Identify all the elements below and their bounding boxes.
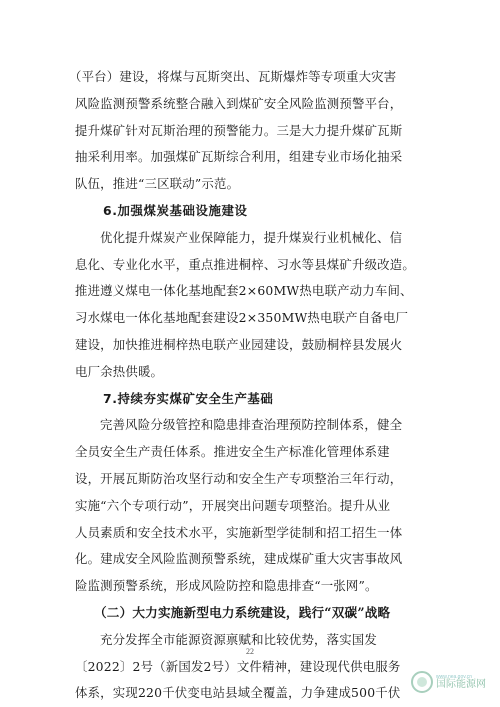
paragraph-line: 队伍，推进“三区联动”示范。 [75,176,240,192]
paragraph-line: 息化、专业化水平，重点推进桐梓、习水等县煤矿升级改造。 [75,256,415,272]
page-number: 22 [246,647,254,656]
paragraph-line: 习水煤电一体化基地配套建设2×350MW热电联产自备电厂 [75,310,409,326]
subsection-title: （二）大力实施新型电力系统建设，践行“双碳”战略 [94,604,391,620]
watermark-name: 国际能源网 [436,678,486,690]
paragraph-line: 完善风险分级管控和隐患排查治理预防控制体系，健全 [100,417,403,433]
paragraph-line: （平台）建设，将煤与瓦斯突出、瓦斯爆炸等专项重大灾害 [69,69,397,84]
paragraph-line: 人员素质和安全技术水平，实施新型学徒制和招工招生一体 [75,524,403,540]
paragraph-line: 设，开展瓦斯防治攻坚行动和安全生产专项整治三年行动， [75,470,403,486]
paragraph-line: 〔2022〕2号（新国发2号）文件精神，建设现代供电服务 [75,658,401,674]
paragraph-line: 建设，加快推进桐梓热电联产业园建设，鼓励桐梓县发展火 [75,336,403,352]
section-heading-6: 6.加强煤炭基础设施建设 [103,202,248,218]
paragraph-line: 充分发挥全市能源资源禀赋和比较优势，落实国发 [100,631,377,647]
paragraph-line: 化。建成安全风险监测预警系统，建成煤矿重大灾害事故风 [75,551,403,567]
paragraph-line: 电厂余热供暖。 [75,363,164,379]
paragraph-line: 体系，实现220千伏变电站县域全覆盖，力争建成500千伏 [75,685,401,701]
paragraph-line: 实施“六个专项行动”，开展突出问题专项整治。提升从业 [75,497,391,513]
paragraph-line: 优化提升煤炭产业保障能力，提升煤炭行业机械化、信 [100,229,403,245]
paragraph-line: 风险监测预警系统整合融入到煤矿安全风险监测预警平台， [75,95,403,111]
watermark-logo-icon [411,671,433,693]
paragraph-line: 提升煤矿针对瓦斯治理的预警能力。三是大力提升煤矿瓦斯 [75,122,403,138]
section-heading-7: 7.持续夯实煤矿安全生产基础 [103,390,274,406]
document-body [69,64,429,707]
paragraph-line: 全员安全生产责任体系。推进安全生产标准化管理体系建 [75,444,390,460]
paragraph-line: 险监测预警系统，形成风险防控和隐患排查“一张网”。 [75,578,378,594]
watermark-url: www.nea.gov.cn [436,673,473,680]
paragraph-line: 抽采利用率。加强煤矿瓦斯综合利用，组建专业市场化抽采 [75,149,403,165]
watermark [411,671,486,693]
paragraph-line: 推进遵义煤电一体化基地配套2×60MW热电联产动力车间、 [75,283,413,299]
